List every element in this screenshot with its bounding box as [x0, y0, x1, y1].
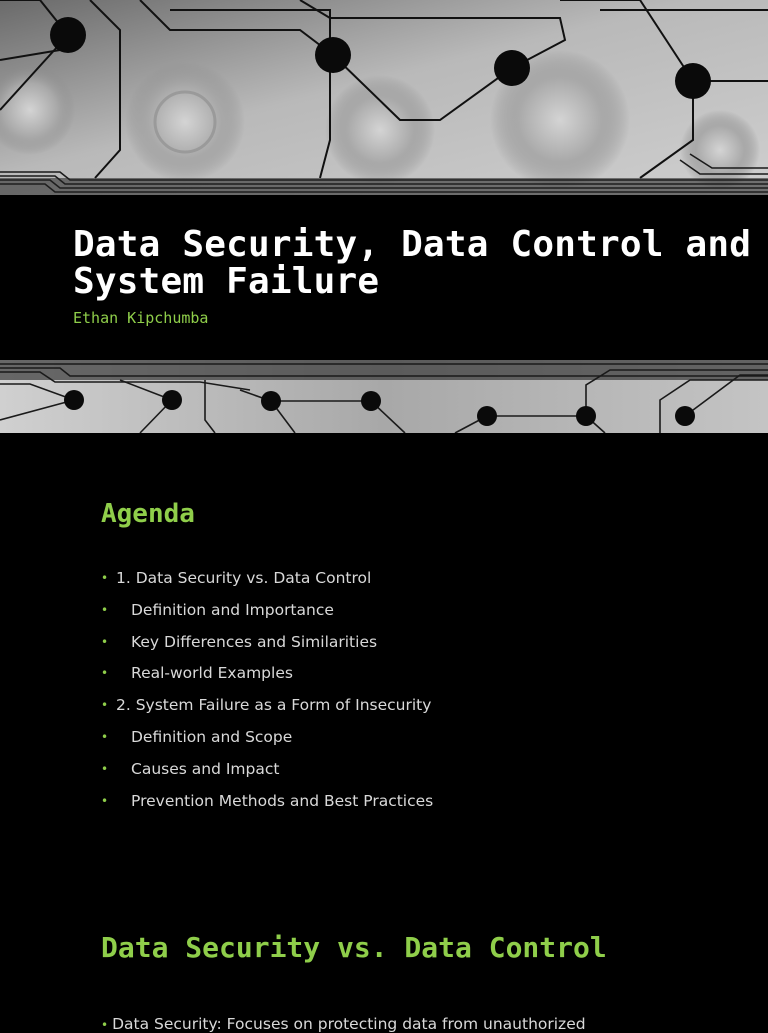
bullet-icon: •	[101, 602, 109, 617]
bullet-icon: •	[101, 634, 109, 649]
list-item: • Prevention Methods and Best Practices	[101, 791, 434, 810]
presentation-title: Data Security, Data Control and System Failure	[73, 224, 752, 302]
circuit-board-banner-top	[0, 0, 768, 195]
list-item: • Definition and Importance	[101, 600, 334, 619]
title-slide	[0, 0, 768, 433]
list-item: • Real-world Examples	[101, 664, 293, 683]
list-item: • 1. Data Security vs. Data Control	[101, 569, 372, 587]
bullet-icon: •	[101, 698, 109, 713]
bullet-icon: •	[101, 571, 109, 585]
list-item: • 2. System Failure as a Form of Insecurity	[101, 696, 432, 715]
bullet-icon: •	[101, 729, 109, 744]
bullet-icon: •	[101, 1018, 109, 1032]
bullet-icon: •	[101, 761, 109, 776]
author-name: Ethan Kipchumba	[73, 309, 209, 327]
agenda-heading: Agenda	[101, 499, 195, 529]
section-slide	[0, 873, 768, 1033]
section-heading: Data Security vs. Data Control	[101, 931, 607, 964]
bullet-icon: •	[101, 666, 109, 681]
list-item: • Causes and Impact	[101, 759, 280, 778]
circuit-board-banner-bottom	[0, 360, 768, 433]
list-item: • Definition and Scope	[101, 727, 293, 746]
agenda-list	[101, 567, 433, 821]
list-item: • Data Security: Focuses on protecting data from unauthorized	[101, 1015, 586, 1033]
list-item: • Key Differences and Similarities	[101, 632, 378, 651]
agenda-slide	[0, 433, 768, 873]
circuit-board-image	[0, 360, 768, 433]
circuit-board-image	[0, 0, 768, 195]
bullet-icon: •	[101, 793, 109, 808]
